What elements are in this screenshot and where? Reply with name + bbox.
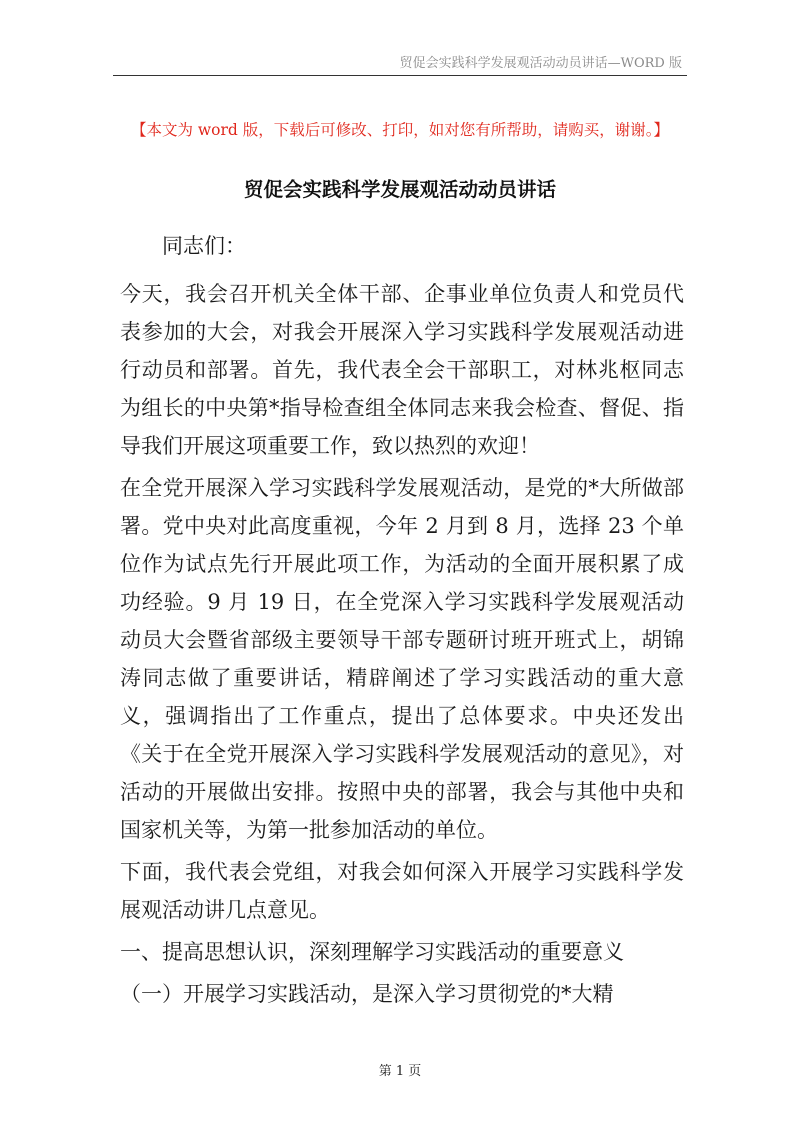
subsection-heading: （一）开展学习实践活动，是深入学习贯彻党的*大精 (120, 982, 614, 1006)
section-heading: 一、提高思想认识，深刻理解学习实践活动的重要意义 (120, 940, 624, 964)
document-body (120, 227, 684, 1013)
paragraph-1: 今天，我会召开机关全体干部、企事业单位负责人和党员代表参加的大会，对我会开展深入学习实践科学发展观活动进行动员和部署。首先，我代表全会干部职工，对林兆枢同志为组长的中央第*指导检查组全体同志来我会检查、督促、指导我们开展这项重要工作，致以热烈的欢迎！ (120, 282, 684, 458)
running-header: 贸促会实践科学发展观活动动员讲话—WORD 版 (399, 56, 682, 71)
paragraph-2: 在全党开展深入学习实践科学发展观活动，是党的*大所做部署。党中央对此高度重视，今年 2 月到 8 月，选择 23 个单位作为试点先行开展此项工作，为活动的全面开展积累了成功经验。9 月 19 日，在全党深入学习实践科学发展观活动动员大会暨省部级主要领导干部专题研讨班开班式上，胡锦涛同志做了重要讲话，精辟阐述了学习实践活动的重大意义，强调指出了工作重点，提出了总体要求。中央还发出《关于在全党开展深入学习实践科学发展观活动的意见》，对活动的开展做出安排。按照中央的部署，我会与其他中央和国家机关等，为第一批参加活动的单位。 (120, 476, 684, 842)
greeting: 同志们： (162, 234, 246, 258)
download-notice: 【本文为 word 版，下载后可修改、打印，如对您有所帮助，请购买，谢谢。】 (130, 121, 670, 139)
page-number: 第 1 页 (378, 1064, 422, 1079)
header-divider (113, 75, 687, 76)
paragraph-3: 下面，我代表会党组，对我会如何深入开展学习实践科学发展观活动讲几点意见。 (120, 860, 684, 922)
document-title: 贸促会实践科学发展观活动动员讲话 (243, 178, 556, 201)
